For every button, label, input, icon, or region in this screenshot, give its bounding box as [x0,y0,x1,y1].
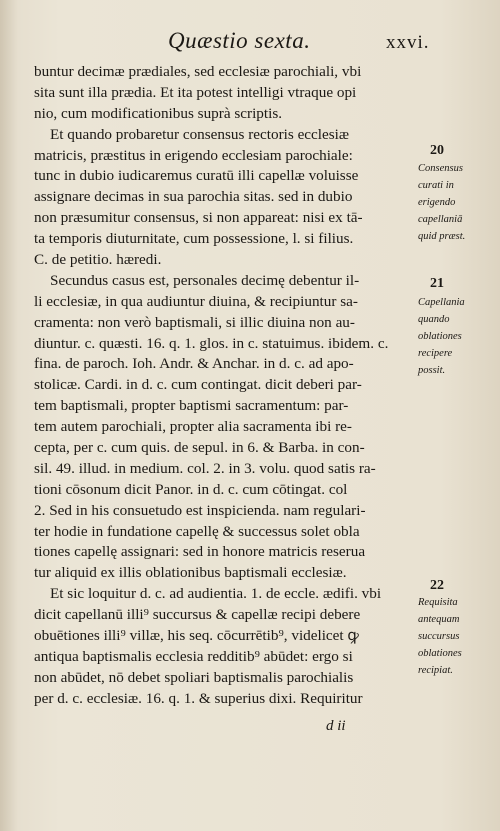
text-line: tem autem parochiali, propter alia sacramenta ibi re- [34,418,352,436]
text-line: sil. 49. illud. in medium. col. 2. in 3. volu. quod satis ra- [34,459,376,477]
text-line: Et sic loquitur d. c. ad audientia. 1. de eccle. ædifi. vbi [50,585,382,603]
text-line: tunc in dubio iudicaremus curatū illi capellæ voluisse [34,167,359,185]
text-line: ta temporis diuturnitate, cum possessione, l. si filius. [34,230,354,248]
margin-note: Capellania quando oblationes recipere possit. [418,297,465,376]
text-line: tur aliquid ex illis oblationibus baptismali ecclesiæ. [34,564,347,582]
margin-note: Consensus curati in erigendo capellaniā quid præst. [418,163,466,242]
main-text-block [34,62,424,710]
text-line: ter hodie in fundatione capellę & successus solet obla [34,522,360,540]
page-header [0,22,500,58]
text-line: non abūdet, nō debet spoliari baptismalis parochialis [34,668,354,686]
folio-number: xxvi. [386,32,430,53]
margin-number: 20 [430,143,444,158]
text-line: li ecclesiæ, in qua audiuntur diuina, & recipiuntur sa- [34,292,358,310]
margin-number: 21 [430,276,444,291]
text-line: stolicæ. Cardi. in d. c. cum contingat. dicit deberi par- [34,376,362,394]
text-line: matricis, præstitus in erigendo ecclesiam parochiale: [34,146,353,164]
margin-number: 22 [430,578,444,593]
text-line: fina. de paroch. Ioh. Andr. & Anchar. in d. c. ad apo- [34,355,354,373]
text-line: nio, cum modificationibus suprà scriptis. [34,104,283,122]
margin-note: Requisita antequam succursus oblationes recipiat. [418,597,462,676]
text-line: tem baptismali, propter baptismi sacramentum: par- [34,397,349,415]
text-line: assignare decimas in sua parochia sitas. sed in dubio [34,188,353,206]
text-line: non præsumitur consensus, si non appareat: nisi ex tā- [34,209,363,227]
running-title: Quæstio sexta. [168,28,311,53]
text-line: dicit capellanū illi⁹ succursus & capellæ recipi debere [34,606,361,624]
text-line: tioni cōsonum dicit Panor. in d. c. cum cōtingat. col [34,480,348,498]
text-line: Secundus casus est, personales decimę debentur il- [50,271,360,289]
text-line: diuntur. c. quæsti. 16. q. 1. glos. in c. statuimus. ibidem. c. [34,334,389,352]
text-line: cramenta: non verò baptismali, si illic diuina non au- [34,313,355,331]
signature-mark: d ii [326,718,346,734]
text-line: tiones capellę assignari: sed in honore matricis reserua [34,543,366,561]
text-line: C. de petitio. hæredi. [34,251,162,269]
text-line: antiqua baptismalis ecclesia redditib⁹ abūdet: ergo si [34,647,353,665]
text-line: per d. c. ecclesiæ. 16. q. 1. & superius dixi. Requiritur [34,689,363,707]
text-line: obuētiones illi⁹ villæ, his seq. cōcurrētib⁹, videlicet ꝙ [34,627,359,645]
text-line: cepta, per c. cum quis. de sepul. in 6. & Barba. in con- [34,439,365,457]
text-line: Et quando probaretur consensus rectoris ecclesiæ [50,125,350,143]
text-line: sita sunt illa prædia. Et ita potest intelligi vtraque opi [34,83,357,101]
text-line: buntur decimæ prædiales, sed ecclesiæ parochiali, vbi [34,63,362,80]
text-line: 2. Sed in his consuetudo est inspicienda. nam regulari- [34,501,366,519]
